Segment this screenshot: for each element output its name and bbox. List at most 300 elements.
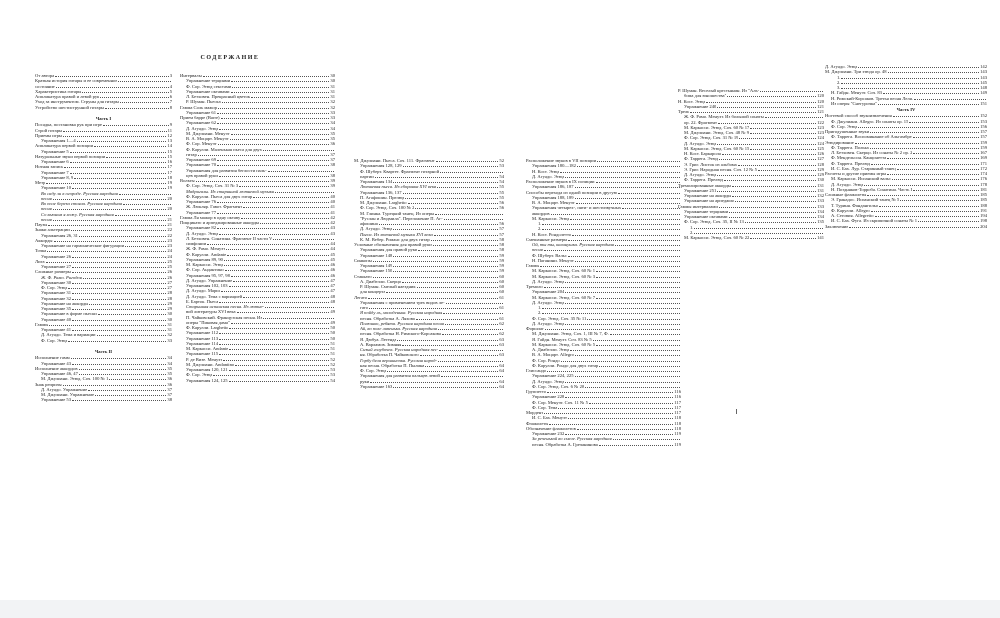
entry-title: Д. Агуадо. Марш xyxy=(186,288,220,294)
entry-title: Во саду ли в огороде. Русская народная xyxy=(41,190,118,196)
page-number: 117 xyxy=(674,399,681,405)
dot-leader xyxy=(403,193,499,194)
page-number: 129 xyxy=(817,166,824,172)
toc-entry xyxy=(825,224,987,229)
page-number: 30 xyxy=(167,316,172,322)
entry-title: М. Каркасси. Этюд. Соч. 60 № 3 xyxy=(532,273,596,279)
dot-leader xyxy=(433,245,499,246)
entry-title: Упражнение 240 xyxy=(684,103,717,109)
dot-leader xyxy=(717,175,816,176)
section-heading-text: Часть I xyxy=(95,116,112,121)
entry-title: 2. xyxy=(837,79,841,85)
page-number: 22 xyxy=(167,232,172,238)
dot-leader xyxy=(231,276,330,277)
entry-title: Д. Агуадо. Этюд xyxy=(684,172,717,177)
dot-leader xyxy=(379,224,499,225)
page-number: 126 xyxy=(817,151,824,156)
entry-title: Д. Агуадо. Этюд xyxy=(532,378,565,384)
entry-title: Д. Агуадо. Упражнение xyxy=(41,386,88,392)
page-number: 49 xyxy=(330,309,335,315)
dot-leader xyxy=(883,93,979,94)
dot-leader xyxy=(871,211,979,212)
page-number: 40 xyxy=(330,199,335,204)
page-number: 63 xyxy=(499,341,504,347)
page-number: 151 xyxy=(980,100,987,106)
entry-title: Ж. Ф. Рамо. Менуэт. Из большой сонаты xyxy=(684,114,764,120)
page-number: 120 xyxy=(817,98,824,104)
entry-title: Упражнения 188, 189 xyxy=(532,194,574,200)
dot-leader xyxy=(618,193,680,194)
entry-title: Упражнения 1—4 xyxy=(41,138,76,143)
page-number: 55 xyxy=(499,194,504,200)
page-number: 57 xyxy=(499,226,504,232)
page-number: 15 xyxy=(167,148,172,154)
entry-title: Д. Агуадо. Этюд xyxy=(186,125,219,131)
entry-title: К. М. Вебер. Романс для двух гитар xyxy=(360,236,430,242)
dot-leader xyxy=(241,218,329,219)
dot-leader xyxy=(589,403,673,404)
dot-leader xyxy=(750,128,816,129)
page-number: 14 xyxy=(167,143,172,149)
page-number: 124 xyxy=(817,135,824,141)
page-number: 143 xyxy=(980,74,987,80)
dot-leader xyxy=(875,216,980,217)
entry-title: М. Глинка. Турецкий танец. Из оперы xyxy=(360,210,435,216)
dot-leader xyxy=(225,270,330,271)
entry-title: Д. Агуадо. Этюд xyxy=(360,226,393,232)
dot-leader xyxy=(233,281,329,282)
dot-leader xyxy=(239,186,329,187)
entry-title: Ф. Сор. Этюд секстами xyxy=(186,83,232,89)
page-number: 37 xyxy=(330,157,335,162)
entry-title: Приемы игры xyxy=(35,132,62,138)
page-number: 26 xyxy=(167,269,172,275)
dot-leader xyxy=(750,133,816,134)
page-number: 33 xyxy=(330,109,335,115)
dot-leader xyxy=(735,201,816,202)
dot-leader xyxy=(387,371,498,372)
entry-title: Я пойду ль, молоденька. Русская народная xyxy=(360,310,443,316)
entry-title: Упражнение 43 xyxy=(41,360,72,366)
entry-title: Интервалы xyxy=(180,73,202,78)
dot-leader xyxy=(613,439,680,440)
entry-title: Ф. Карулли. Larghetto xyxy=(186,325,229,330)
entry-title: Синкопы xyxy=(354,257,372,263)
page-number: 129 xyxy=(817,172,824,177)
dot-leader xyxy=(622,208,680,209)
entry-title: Р. Шуман. Веселый крестьянин. Из "Аль- xyxy=(678,88,760,93)
entry-title: Аппликатура правой и левой рук xyxy=(35,94,100,99)
dot-leader xyxy=(718,123,816,124)
entry-title: М. Джулиани. Три этюда ор. 48 xyxy=(825,69,887,75)
page-number: 31 xyxy=(330,88,335,94)
page-number: 43 xyxy=(330,225,335,231)
entry-title: Ф. Карулли. Allegro xyxy=(831,207,870,213)
page-number: 20 xyxy=(167,206,172,212)
entry-title: М. Джулиани. Larghetto xyxy=(360,200,407,205)
dot-leader xyxy=(48,225,166,226)
entry-title: песня xyxy=(41,206,52,212)
page-number: 32 xyxy=(167,332,172,338)
page-number: 35 xyxy=(330,136,335,141)
dot-leader xyxy=(717,191,816,192)
dot-leader xyxy=(841,78,979,79)
entry-title: Горбу бела вершиночка. Русская народ- xyxy=(360,357,438,363)
entry-title: состояние xyxy=(35,83,55,89)
page-number: 38 xyxy=(167,397,172,403)
page-number: 4 xyxy=(169,83,172,89)
dot-leader xyxy=(441,376,503,377)
entry-title: Гаммы интервалами xyxy=(678,203,718,209)
page-number: 12 xyxy=(167,132,172,138)
dot-leader xyxy=(203,76,330,77)
dot-leader xyxy=(49,325,166,326)
entry-title: Ай, во поле липенька. Русская народная xyxy=(360,326,437,331)
dot-leader xyxy=(71,230,167,231)
entry-title: М. Каркасси. Andante xyxy=(186,346,229,351)
page-number: 128 xyxy=(817,161,824,167)
entry-title: Д. Агуадо. Этюд xyxy=(532,299,565,305)
page-number: 24 xyxy=(167,253,172,259)
dot-leader xyxy=(231,92,330,93)
page-number: 123 xyxy=(817,130,824,135)
entry-title: Упражнение на аккорды xyxy=(684,193,732,198)
page-number: 178 xyxy=(980,181,987,187)
entry-title: Упражнение 163 xyxy=(360,383,393,389)
page-number: 130 xyxy=(817,177,824,183)
page-number: 39 xyxy=(330,178,335,183)
entry-title: Гаммы xyxy=(526,263,540,268)
dot-leader xyxy=(436,161,499,162)
page-number: 159 xyxy=(980,144,987,150)
entry-title: Лига xyxy=(35,258,45,264)
page-number: 44 xyxy=(330,246,335,252)
entry-title: вой литературы XVI века xyxy=(186,309,236,315)
dot-leader xyxy=(72,320,166,321)
entry-title: Со вьюном я хожу. Русская народная xyxy=(41,211,114,217)
section-heading-text: Часть II xyxy=(94,349,113,354)
dot-leader xyxy=(100,97,168,98)
entry-title: Знак репризы xyxy=(35,381,62,387)
page-number: 59 xyxy=(499,252,504,258)
dot-leader xyxy=(196,181,330,182)
dot-leader xyxy=(393,229,498,230)
page-number: 20 xyxy=(167,195,172,201)
entry-title: Л. Бетховен. Сонатина. Фрагмент II части V xyxy=(186,235,273,241)
dot-leader xyxy=(72,364,166,365)
page-number: 169 xyxy=(980,155,987,161)
dot-leader xyxy=(95,395,166,396)
dot-leader xyxy=(226,249,329,250)
page-number: 25 xyxy=(167,258,172,264)
dot-leader xyxy=(68,288,166,289)
dot-leader xyxy=(219,333,329,334)
entry-title: Старинная испанская песня. Из лютне- xyxy=(186,304,265,309)
entry-title: Упражнение 251 xyxy=(684,187,717,193)
page-number: 117 xyxy=(674,410,681,415)
dot-leader xyxy=(565,177,680,178)
page-number: 54 xyxy=(499,179,504,184)
entry-title: Упражнение 62 xyxy=(186,120,217,126)
entry-title: В. А. Моцарт. Менуэт xyxy=(186,136,229,141)
dot-leader xyxy=(219,129,329,130)
dot-leader xyxy=(72,267,166,268)
dot-leader xyxy=(758,170,816,171)
dot-leader xyxy=(229,328,329,329)
dot-leader xyxy=(719,207,816,208)
page-number: 42 xyxy=(330,214,335,220)
page-number: 191 xyxy=(980,207,987,213)
entry-title: Упражнение 112 xyxy=(186,330,219,336)
dot-leader xyxy=(888,72,980,73)
dot-leader xyxy=(232,87,329,88)
dot-leader xyxy=(229,349,329,350)
entry-title: Упражнение 69 xyxy=(186,157,217,162)
page-number: 133 xyxy=(817,198,824,204)
dot-leader xyxy=(219,234,329,235)
dot-leader xyxy=(63,136,166,137)
page-number: 64 xyxy=(499,362,504,368)
dot-leader xyxy=(229,381,330,382)
dot-leader xyxy=(275,192,334,193)
page-number: 31 xyxy=(330,83,335,89)
page-number: 5 xyxy=(169,88,172,94)
entry-title: М. Джулиани. Этюд. Соч. 100 № 1 xyxy=(41,376,109,382)
bottom-scroll-bar xyxy=(0,600,1000,618)
page-number: 27 xyxy=(167,279,172,285)
dot-leader xyxy=(402,345,498,346)
entry-title: Полюшко, ребята. Русская народная песня xyxy=(360,320,444,326)
entry-title: Упражнение 113 xyxy=(186,335,219,341)
dot-leader xyxy=(435,214,503,215)
dot-leader xyxy=(542,224,680,225)
entry-title: За реченькой во смеле. Русская народная xyxy=(532,436,612,442)
page-number: 21 xyxy=(167,222,172,227)
entry-title: Ф. Карулли. Пьеса для двух гитар xyxy=(186,193,253,199)
page-title: СОДЕРЖАНИЕ xyxy=(200,55,260,61)
dot-leader xyxy=(599,366,680,367)
stray-mark xyxy=(736,409,737,414)
entry-title: Упражнение 148 xyxy=(360,252,393,258)
dot-leader xyxy=(219,176,330,177)
entry-title: Упражнения 134 xyxy=(360,179,393,184)
page-number: 8 xyxy=(169,104,172,110)
page-number: 47 xyxy=(330,277,335,283)
page-number: 35 xyxy=(167,371,172,376)
entry-title: Упражнение 53 xyxy=(41,397,72,403)
dot-leader xyxy=(231,134,330,135)
page-number: 36 xyxy=(167,381,172,387)
page-number: 116 xyxy=(674,394,681,400)
page-number: 32 xyxy=(330,99,335,105)
entry-title: Группетто xyxy=(526,389,547,394)
dot-leader xyxy=(217,228,329,229)
page-number: 133 xyxy=(817,203,824,209)
entry-title: Д. Агуадо. Этюд xyxy=(532,173,565,179)
dot-leader xyxy=(231,323,330,324)
dot-leader xyxy=(760,91,823,92)
entry-title: М. Джулиани. Менуэт xyxy=(186,130,230,136)
page-number: 125 xyxy=(817,145,824,151)
dot-leader xyxy=(393,271,498,272)
dot-leader xyxy=(434,235,499,236)
page-number: 35 xyxy=(167,365,172,371)
page-number: 30 xyxy=(330,78,335,84)
dot-leader xyxy=(71,358,167,359)
dot-leader xyxy=(83,278,166,279)
dot-leader xyxy=(118,81,171,82)
dot-leader xyxy=(268,171,334,172)
dot-leader xyxy=(217,202,329,203)
page-number: 25 xyxy=(167,264,172,269)
dot-leader xyxy=(577,429,673,430)
entry-title: Ф. Сор. Андантино xyxy=(186,267,224,273)
toc-entry xyxy=(526,442,681,447)
entry-title: Вольты xyxy=(180,178,195,183)
entry-title: Способы перехода из одной позиции в другую xyxy=(526,189,618,195)
entry-title: Ф. Сор. Этюд. Соч. 100 № 2 xyxy=(360,205,415,211)
dot-leader xyxy=(405,198,498,199)
dot-leader xyxy=(545,329,680,330)
page-number: 56 xyxy=(499,205,504,211)
dot-leader xyxy=(575,198,680,199)
page-number: 50 xyxy=(330,335,335,341)
entry-title: Упражнение 204 xyxy=(532,289,565,295)
entry-title: песня. Обработка А. Ляхова xyxy=(360,315,415,321)
entry-title: Гаммы xyxy=(35,321,49,327)
entry-title: Упражнения 26, 31 xyxy=(41,232,78,238)
entry-title: Легато xyxy=(354,294,368,300)
page-number: 58 xyxy=(499,242,504,247)
dot-leader xyxy=(855,143,979,144)
dot-leader xyxy=(77,141,167,142)
entry-title: Р. де Визе. Менуэт xyxy=(186,356,223,362)
entry-title: А. Сеговия. Allegretto xyxy=(831,213,874,218)
dot-leader xyxy=(402,282,498,283)
toc-entry xyxy=(35,397,172,402)
page-number: 37 xyxy=(330,151,335,157)
entry-title: Упражнение 40 xyxy=(41,316,72,322)
entry-title: Ф. Таррега. Прелюд xyxy=(831,160,870,166)
entry-title: Сизый голубочек. Русская народная пес- xyxy=(360,347,439,352)
dot-leader xyxy=(273,239,334,240)
dot-leader xyxy=(729,212,816,213)
page-number: 167 xyxy=(980,150,987,155)
dot-leader xyxy=(551,214,680,215)
entry-title: М. Джулиани. Пьеса. Соч. 111. Фрагмент xyxy=(354,158,435,163)
dot-leader xyxy=(375,177,499,178)
page-number: 27 xyxy=(167,285,172,290)
entry-title: для концерта xyxy=(360,289,386,295)
page-number: 19 xyxy=(167,180,172,185)
dot-leader xyxy=(542,308,680,309)
dot-leader xyxy=(849,227,979,228)
page-number: 37 xyxy=(167,386,172,392)
dot-leader xyxy=(694,228,823,229)
dot-leader xyxy=(224,265,329,266)
page-number: 135 xyxy=(817,219,824,225)
page-number: 181 xyxy=(980,186,987,192)
dot-leader xyxy=(79,369,167,370)
entry-title: Краткая история гитары и ее современное xyxy=(35,78,118,84)
dot-leader xyxy=(615,245,680,246)
dot-leader xyxy=(870,148,979,149)
dot-leader xyxy=(577,166,680,167)
dot-leader xyxy=(109,379,166,380)
dot-leader xyxy=(560,172,680,173)
dot-leader xyxy=(558,408,673,409)
entry-title: Ф. Сор. Этюд xyxy=(360,368,387,373)
entry-title: 3. xyxy=(837,85,841,90)
entry-title: Ж. Ф. Рамо. Ригодон xyxy=(41,274,82,280)
entry-title: Пьеса. Из лютневой музыки XVI века xyxy=(360,231,433,237)
page-number: 55 xyxy=(499,189,504,195)
dot-leader xyxy=(219,344,329,345)
entry-title: гитар xyxy=(186,151,197,157)
entry-title: Строй гитары xyxy=(35,127,63,133)
dot-leader xyxy=(593,340,680,341)
dot-leader xyxy=(565,397,673,398)
dot-leader xyxy=(72,257,166,258)
dot-leader xyxy=(72,299,166,300)
dot-leader xyxy=(871,164,979,165)
page-number: 48 xyxy=(330,293,335,299)
section-heading xyxy=(35,116,172,121)
entry-title: Посадка, постановка рук при игре xyxy=(35,122,102,128)
dot-leader xyxy=(417,287,499,288)
dot-leader xyxy=(717,144,816,145)
dot-leader xyxy=(218,144,330,145)
dot-leader xyxy=(393,182,498,183)
dot-leader xyxy=(575,376,681,377)
entry-title: Н. Паганини. Менуэт xyxy=(532,257,574,263)
toc-entry xyxy=(354,384,504,389)
dot-leader xyxy=(53,199,167,200)
toc-entry xyxy=(35,110,172,115)
dot-leader xyxy=(373,261,499,262)
dot-leader xyxy=(231,81,329,82)
dot-leader xyxy=(72,330,166,331)
dot-leader xyxy=(217,113,329,114)
dot-leader xyxy=(64,167,166,168)
entry-title: Натуральные звуки первой позиции xyxy=(35,153,106,159)
entry-title: Упражнение 224, 225 xyxy=(532,373,574,379)
entry-title: Ф. Таррега. Воспоминание об Альгамбре xyxy=(831,134,912,140)
dot-leader xyxy=(565,382,680,383)
entry-title: песня xyxy=(41,216,52,222)
page-number: 39 xyxy=(330,183,335,189)
dot-leader xyxy=(53,209,167,210)
dot-leader xyxy=(596,182,680,183)
dot-leader xyxy=(219,302,329,303)
entry-title: Р. Шуман. Смелый наездник xyxy=(360,284,416,289)
entry-title: Упражнение 26 xyxy=(41,253,72,259)
entry-title: Ф. Таррега. Этюд xyxy=(684,156,719,162)
page-number: 53 xyxy=(499,163,504,169)
entry-title: Д. Агуадо. Этюд xyxy=(532,320,565,326)
dot-leader xyxy=(444,219,503,220)
dot-leader xyxy=(63,131,166,132)
dot-leader xyxy=(263,150,334,151)
toc-entry xyxy=(825,101,987,106)
page-number: 185 xyxy=(980,197,987,203)
entry-title: Л. Бетховен. Прекрасный цветок xyxy=(186,94,250,99)
entry-title: Ногтевой способ звукоизвлечения xyxy=(825,113,892,119)
entry-title: 1. xyxy=(538,221,542,226)
dot-leader xyxy=(217,123,329,124)
entry-title: Во поле береза стояла. Русская народная xyxy=(41,201,122,206)
page-number: 34 xyxy=(330,120,335,126)
